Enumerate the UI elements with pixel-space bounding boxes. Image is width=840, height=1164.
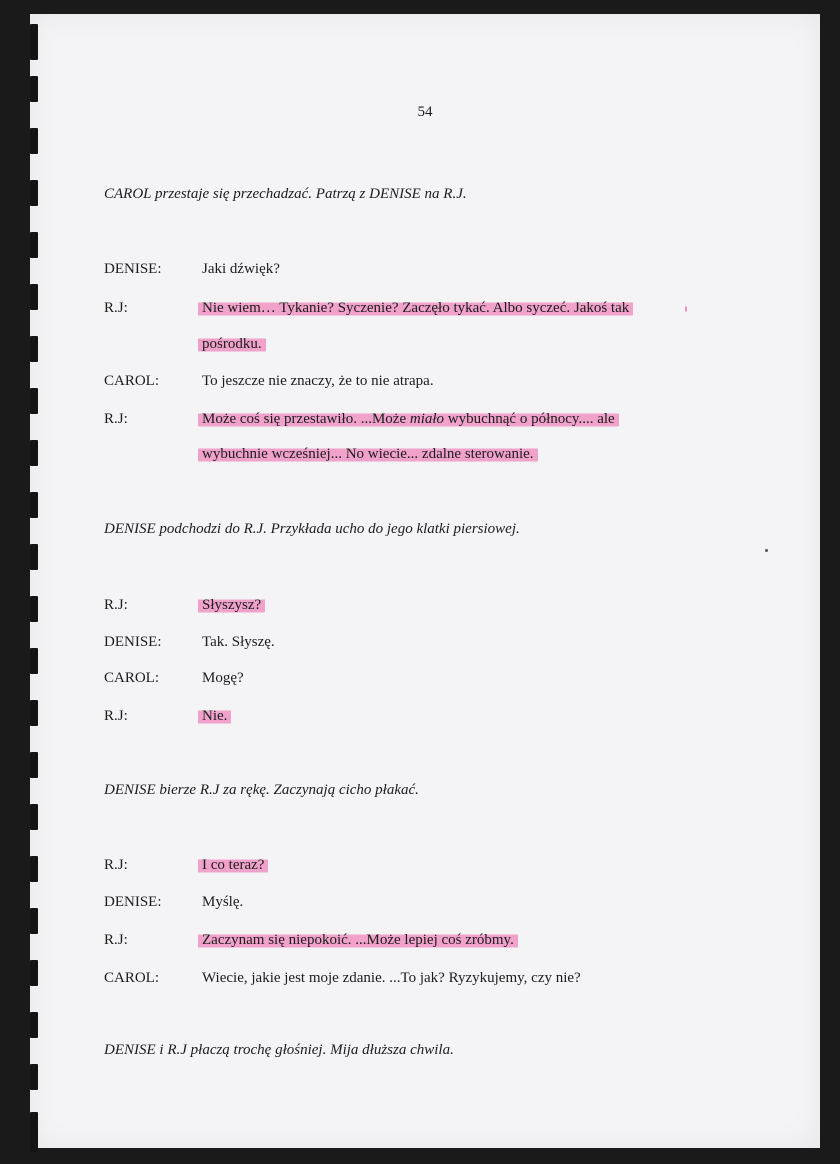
speaker-name: CAROL:: [104, 670, 160, 686]
speaker-name: R.J:: [104, 857, 128, 873]
stage-direction: DENISE i R.J płaczą trochę głośniej. Mija dłuższa chwila.: [104, 1042, 454, 1058]
stage-direction: DENISE podchodzi do R.J. Przykłada ucho do jego klatki piersiowej.: [104, 521, 520, 537]
speaker-name: R.J:: [104, 597, 128, 613]
speaker-name: DENISE:: [104, 261, 162, 277]
highlighted-speech-text: Zaczynam się niepokoić. ...Może lepiej coś zróbmy.: [198, 932, 518, 949]
stage-direction: DENISE bierze R.J za rękę. Zaczynają cicho płakać.: [104, 782, 419, 798]
binding-hole: [30, 76, 38, 102]
speaker-name: DENISE:: [104, 894, 162, 910]
binding-hole: [30, 648, 38, 674]
speech-text-part: wybuchnąć o północy.... ale: [444, 411, 615, 427]
binding-hole: [30, 128, 38, 154]
binding-hole: [30, 492, 38, 518]
binding-hole: [30, 24, 38, 60]
speech-text: Jaki dźwięk?: [202, 261, 280, 277]
highlighted-speech-text: Nie wiem… Tykanie? Syczenie? Zaczęło tykać. Albo syczeć. Jakoś tak: [198, 300, 633, 317]
stage-direction: CAROL przestaje się przechadzać. Patrzą z DENISE na R.J.: [104, 186, 467, 202]
binding-hole: [30, 596, 38, 622]
speech-text-part: Może coś się przestawiło. ...Może: [202, 411, 410, 427]
binding-hole: [30, 440, 38, 466]
highlighted-speech-text: I co teraz?: [198, 857, 268, 874]
speaker-name: R.J:: [104, 411, 128, 427]
binding-hole: [30, 284, 38, 310]
highlighted-speech-text: pośrodku.: [198, 336, 266, 353]
speaker-name: CAROL:: [104, 373, 160, 389]
binding-hole: [30, 1012, 38, 1038]
binding-hole: [30, 856, 38, 882]
speech-text: To jeszcze nie znaczy, że to nie atrapa.: [202, 373, 434, 389]
speaker-name: DENISE:: [104, 634, 162, 650]
binding-holes: [28, 14, 42, 1154]
binding-hole: [30, 388, 38, 414]
binding-hole: [30, 180, 38, 206]
binding-hole: [30, 752, 38, 778]
speaker-name: R.J:: [104, 708, 128, 724]
binding-hole: [30, 700, 38, 726]
page-number: 54: [417, 104, 433, 120]
highlighted-speech-text: Nie.: [198, 708, 231, 725]
script-page: [30, 14, 820, 1148]
binding-hole: [30, 544, 38, 570]
highlighted-speech-text: Słyszysz?: [198, 597, 265, 614]
speech-text: Wiecie, jakie jest moje zdanie. ...To jak? Ryzykujemy, czy nie?: [202, 970, 581, 986]
speaker-name: CAROL:: [104, 970, 160, 986]
speech-text: Myślę.: [202, 894, 244, 910]
highlighted-speech-text: [198, 411, 619, 428]
binding-hole: [30, 232, 38, 258]
emphasized-word: miało: [409, 411, 445, 427]
binding-hole: [30, 1112, 38, 1152]
speech-text: Mogę?: [202, 670, 244, 686]
binding-hole: [30, 336, 38, 362]
paper-speck: [765, 549, 768, 552]
speaker-name: R.J:: [104, 932, 128, 948]
speaker-name: R.J:: [104, 300, 128, 316]
binding-hole: [30, 1064, 38, 1090]
binding-hole: [30, 960, 38, 986]
highlighter-mark: [685, 306, 687, 312]
highlighted-speech-text: wybuchnie wcześniej... No wiecie... zdalne sterowanie.: [198, 446, 538, 463]
binding-hole: [30, 804, 38, 830]
speech-text: Tak. Słyszę.: [202, 634, 275, 650]
binding-hole: [30, 908, 38, 934]
